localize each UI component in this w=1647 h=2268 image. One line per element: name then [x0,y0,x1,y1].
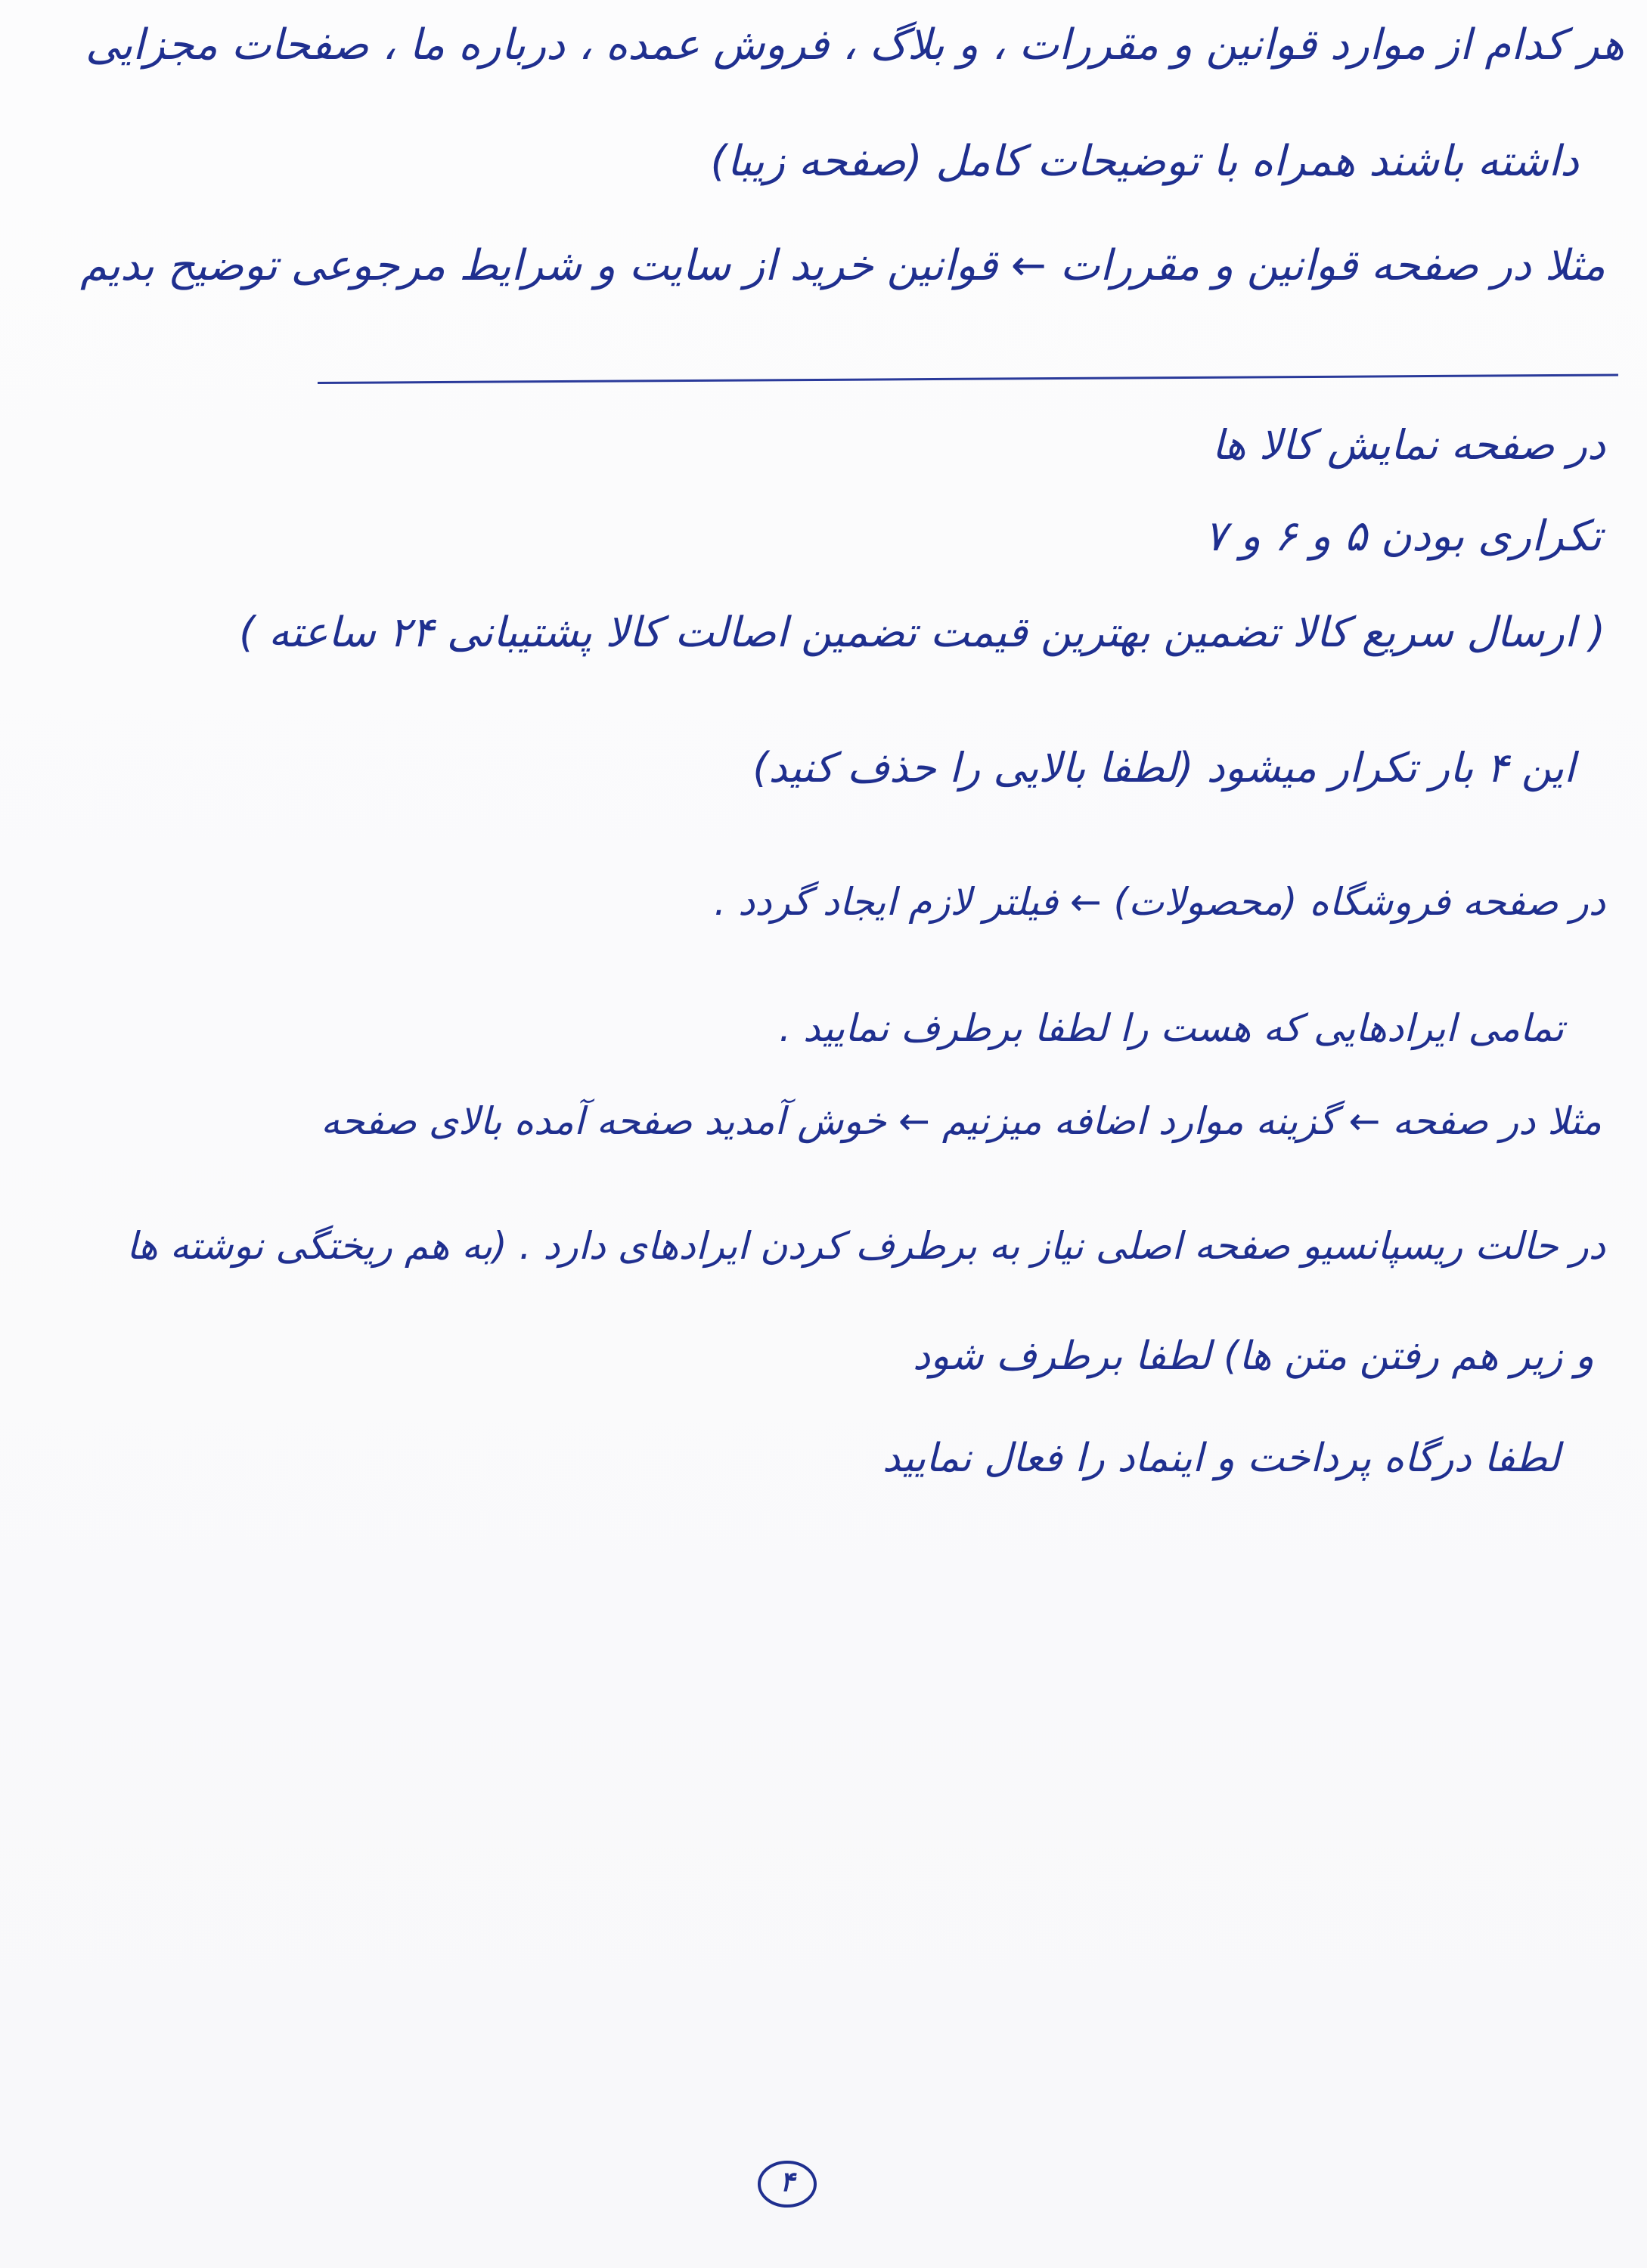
note-line-8: در صفحه فروشگاه (محصولات) ← فیلتر لازم ایجاد گردد . [714,880,1605,924]
note-line-4: در صفحه نمایش کالا ها [1211,421,1605,469]
note-line-12: و زیر هم رفتن متن ها) لطفا برطرف شود [913,1334,1594,1379]
note-line-7: این ۴ بار تکرار میشود (لطفا بالایی را حذف کنید) [752,744,1575,792]
note-line-10: مثلا در صفحه ← گزینه موارد اضافه میزنیم ← خوش آمدید صفحه آمده بالای صفحه [321,1099,1602,1143]
page-number: ۴ [780,2167,795,2198]
note-line-11: در حالت ریسپانسیو صفحه اصلی نیاز به برطرف کردن ایرادهای دارد . (به هم ریختگی نوشته ها [126,1224,1605,1268]
page-number-badge [756,2159,818,2209]
section-divider [318,373,1618,384]
note-line-9: تمامی ایرادهایی که هست را لطفا برطرف نمایید . [779,1006,1564,1050]
note-line-2: داشته باشند همراه با توضیحات کامل (صفحه زیبا) [710,137,1579,186]
note-line-1: هر کدام از موارد قوانین و مقررات ، و بلاگ ، فروش عمده ، درباره ما ، صفحات مجزایی [85,20,1624,70]
note-line-6: ( ارسال سریع کالا تضمین بهترین قیمت تضمین اصالت کالا پشتیبانی ۲۴ ساعته ) [239,608,1605,656]
note-line-13: لطفا درگاه پرداخت و اینماد را فعال نمایید [882,1436,1560,1481]
note-line-3: مثلا در صفحه قوانین و مقررات ← قوانین خرید از سایت و شرایط مرجوعی توضیح بدیم [80,241,1605,290]
note-line-5: تکراری بودن ۵ و ۶ و ۷ [1204,512,1602,561]
